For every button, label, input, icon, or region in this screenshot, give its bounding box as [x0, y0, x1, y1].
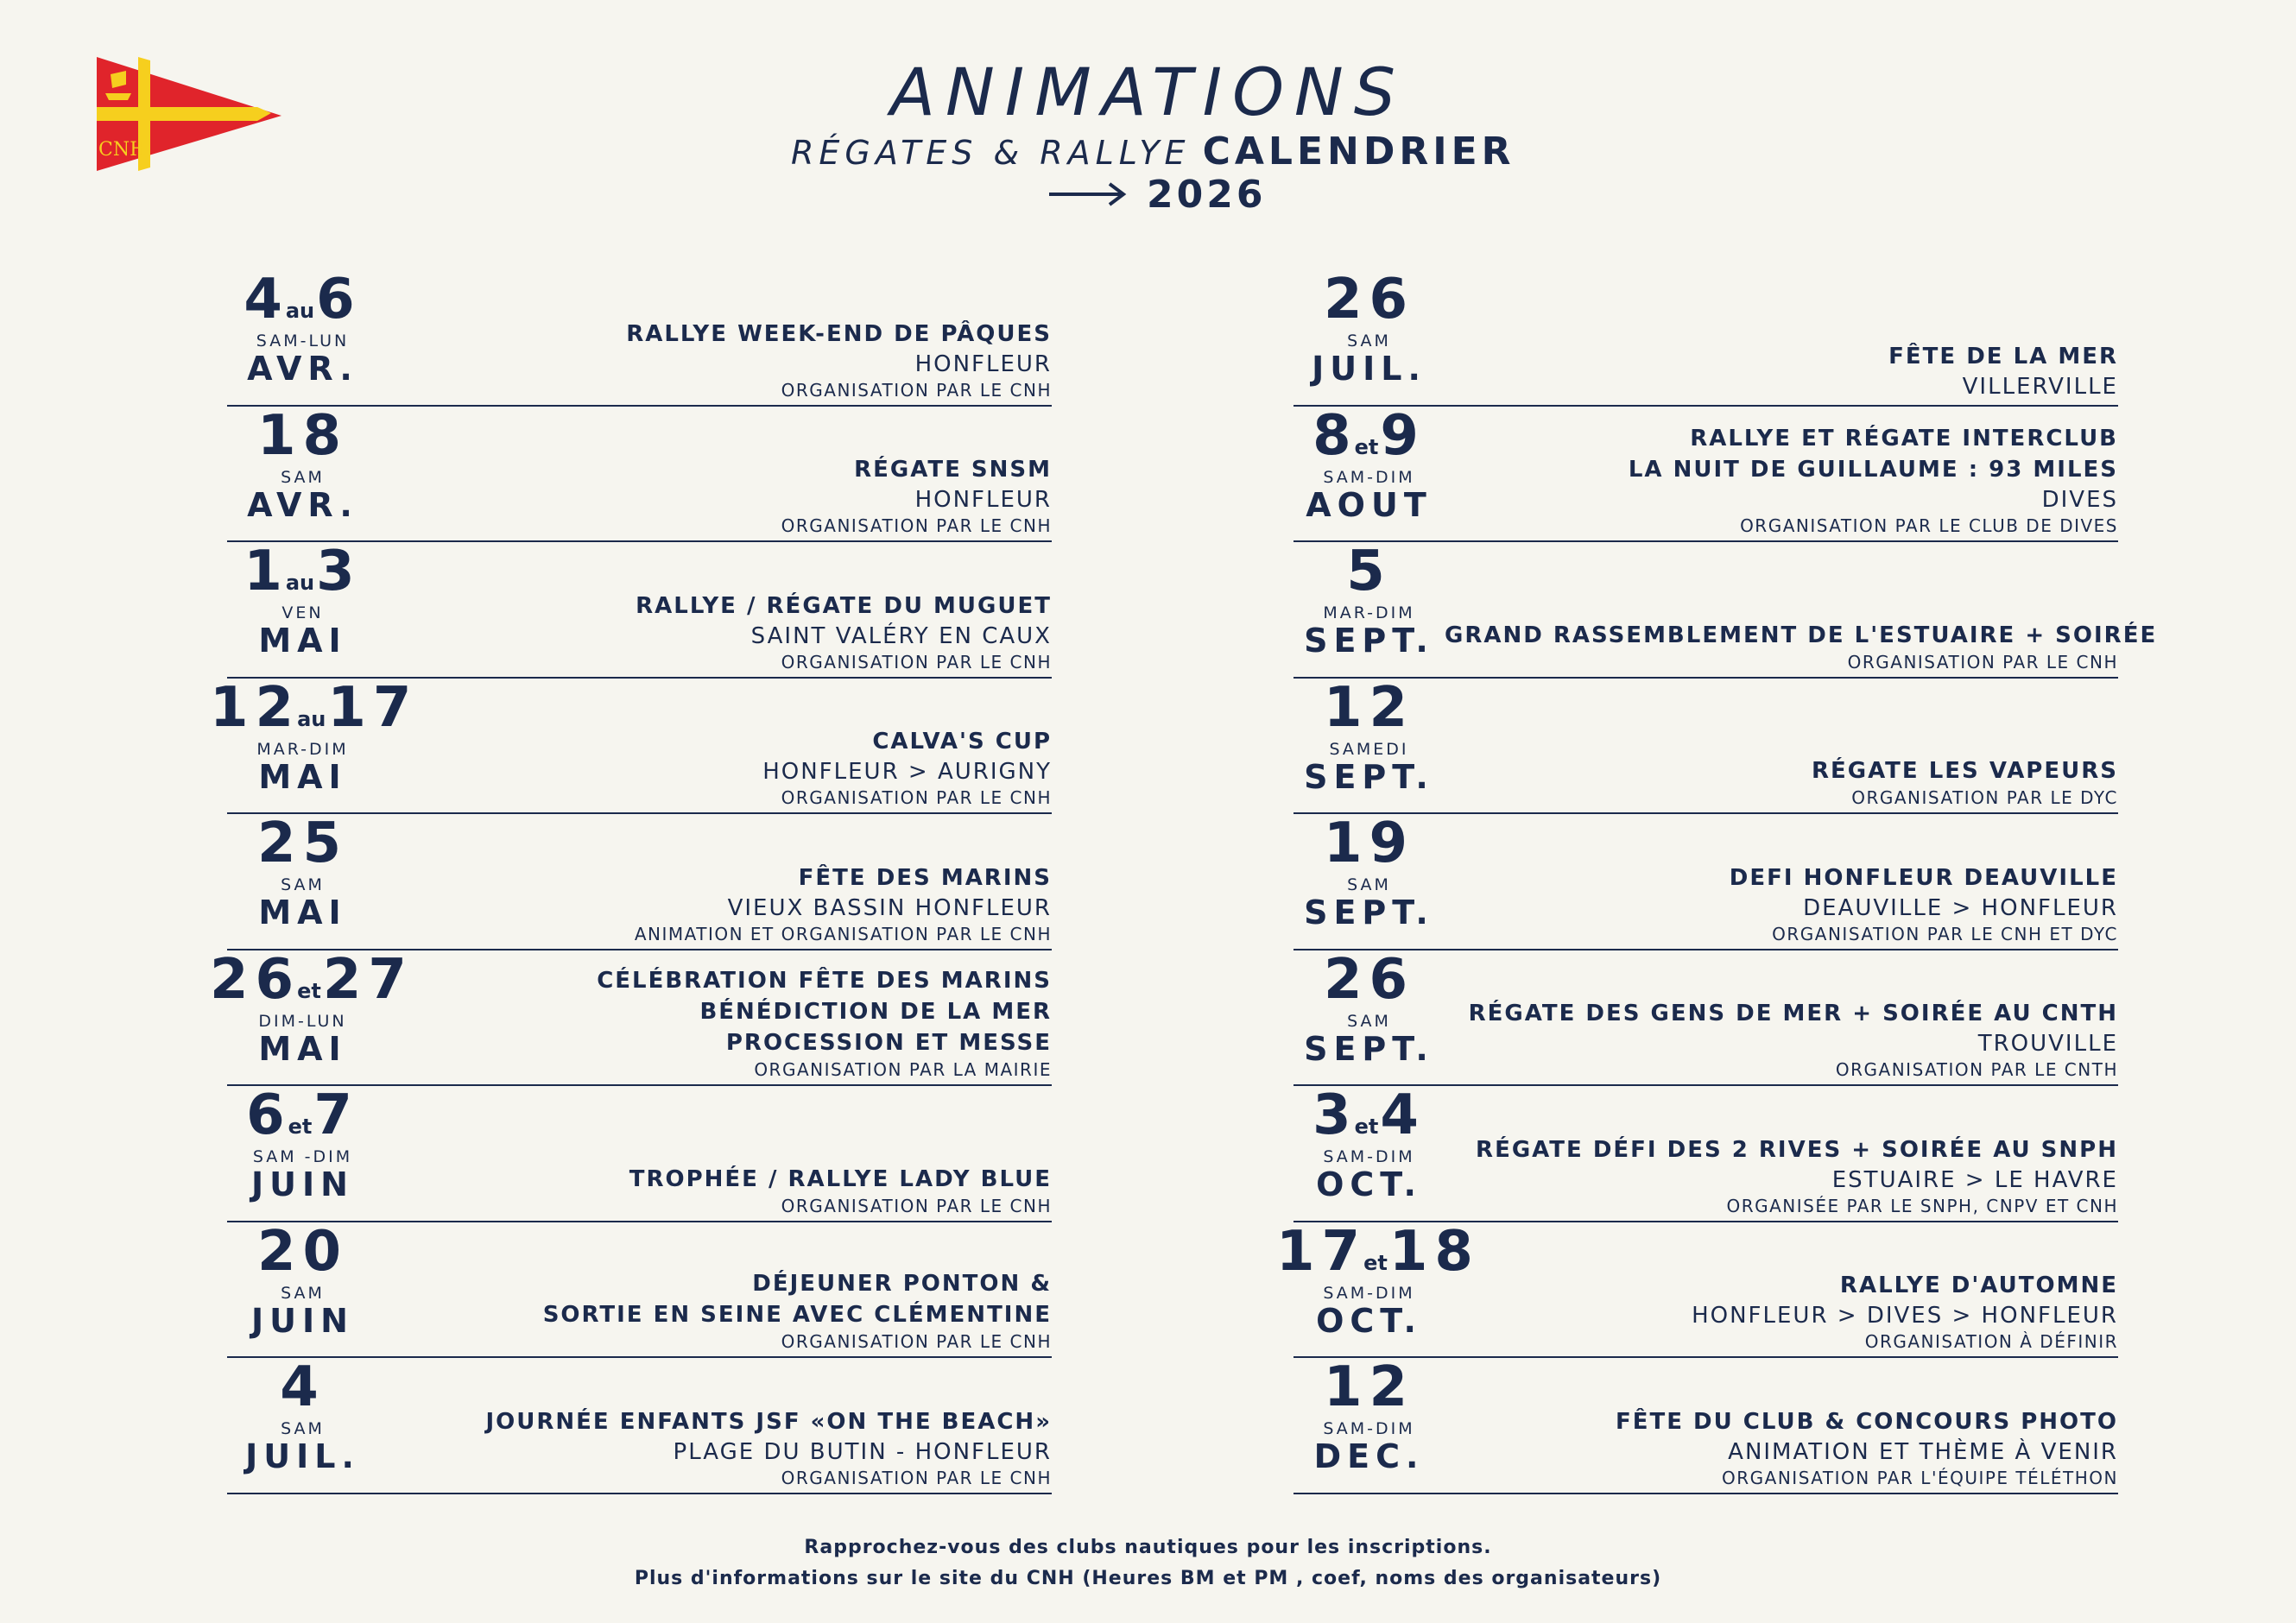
- event-month: JUIL.: [1312, 350, 1426, 388]
- event-date: [1276, 403, 1462, 524]
- event-date: [210, 1219, 395, 1340]
- event-days: [1276, 1219, 1480, 1284]
- calendar-year: 2026: [1147, 173, 1267, 217]
- page-title: ANIMATIONS: [889, 54, 1407, 130]
- event-date: [1276, 1219, 1480, 1340]
- event-date: [1276, 268, 1462, 388]
- event-date: [210, 947, 414, 1068]
- event-days: [210, 1355, 395, 1419]
- arrow-right-icon: [1049, 182, 1127, 206]
- event-weekday: SAM-DIM: [1323, 1283, 1415, 1303]
- event-place: HONFLEUR: [914, 487, 1052, 513]
- event-days: [1276, 1355, 1462, 1419]
- event-days: [210, 268, 395, 332]
- event-organizer: ORGANISATION PAR LE CNH: [781, 651, 1052, 673]
- event-weekday: MAR-DIM: [256, 739, 349, 759]
- event-weekday: SAM: [1347, 332, 1391, 350]
- event-days: [210, 1219, 395, 1284]
- day-number: 26: [1323, 268, 1415, 332]
- day-number: 27: [322, 947, 414, 1012]
- event-place: HONFLEUR > DIVES > HONFLEUR: [1692, 1303, 2118, 1329]
- event-row: [1293, 814, 2118, 950]
- event-organizer: ORGANISATION PAR LE DYC: [1851, 787, 2118, 808]
- event-title: FÊTE DES MARINS: [798, 864, 1052, 891]
- event-info: [1445, 998, 2118, 1081]
- event-title: PROCESSION ET MESSE: [725, 1030, 1052, 1056]
- event-date: [210, 403, 395, 524]
- day-number: 26: [1323, 947, 1415, 1012]
- event-date: [210, 1083, 395, 1203]
- day-connector: et: [1354, 1115, 1379, 1139]
- event-weekday: DIM-LUN: [258, 1011, 347, 1031]
- event-info: [378, 1164, 1052, 1217]
- day-number: 1: [244, 540, 289, 603]
- event-weekday: SAMEDI: [1329, 739, 1409, 759]
- event-organizer: ORGANISATION PAR LE CNTH: [1835, 1059, 2118, 1080]
- event-place: HONFLEUR > AURIGNY: [762, 759, 1052, 785]
- event-days: [1276, 403, 1462, 468]
- day-number: 6: [316, 268, 362, 332]
- event-row: [227, 1355, 1052, 1494]
- event-month: SEPT.: [1304, 894, 1434, 931]
- event-row: [227, 1219, 1052, 1359]
- event-organizer: ORGANISATION PAR LE CNH: [781, 379, 1052, 401]
- event-date: [1276, 675, 1462, 796]
- event-row: [227, 542, 1052, 679]
- event-date: [1276, 1355, 1462, 1475]
- event-organizer: ANIMATION ET ORGANISATION PAR LE CNH: [634, 923, 1052, 944]
- day-number: 20: [256, 1219, 349, 1284]
- event-date: [1276, 540, 1462, 660]
- subtitle-regates: RÉGATES & RALLYE: [791, 134, 1191, 172]
- event-days: [1276, 1083, 1462, 1147]
- event-organizer: ORGANISATION PAR LE CNH: [781, 515, 1052, 536]
- event-title: CÉLÉBRATION FÊTE DES MARINS: [597, 968, 1052, 994]
- event-date: [1276, 812, 1462, 931]
- event-row: [227, 1083, 1052, 1222]
- event-weekday: SAM: [281, 1283, 325, 1303]
- event-date: [210, 268, 395, 388]
- svg-text:CNH: CNH: [98, 139, 147, 161]
- event-days: [210, 403, 395, 468]
- event-date: [210, 675, 419, 796]
- event-title: RALLYE WEEK-END DE PÂQUES: [626, 320, 1052, 347]
- event-title: RALLYE D'AUTOMNE: [1839, 1273, 2118, 1298]
- event-date: [210, 812, 395, 931]
- event-title: RALLYE ET RÉGATE INTERCLUB: [1690, 426, 2118, 452]
- event-title: CALVA'S CUP: [872, 729, 1052, 755]
- event-title: LA NUIT DE GUILLAUME : 93 MILES: [1628, 457, 2118, 483]
- footer-line-1: Rapprochez-vous des clubs nautiques pour les inscriptions.: [804, 1537, 1492, 1558]
- event-organizer: ORGANISATION PAR LA MAIRIE: [754, 1059, 1052, 1080]
- event-info: [378, 319, 1052, 401]
- event-organizer: ORGANISATION PAR LE CNH: [1847, 651, 2118, 673]
- event-month: OCT.: [1316, 1165, 1422, 1203]
- day-connector: et: [1354, 434, 1379, 459]
- event-info: [378, 965, 1052, 1081]
- event-weekday: SAM-DIM: [1323, 1147, 1415, 1166]
- event-month: JUIL.: [245, 1437, 360, 1475]
- event-info: [1445, 620, 2158, 673]
- event-days: [1276, 947, 1462, 1012]
- event-days: [1276, 268, 1462, 332]
- day-connector: et: [1363, 1250, 1388, 1275]
- event-days: [210, 947, 414, 1012]
- event-date: [210, 540, 395, 660]
- event-month: JUIN: [251, 1301, 354, 1340]
- day-number: 12: [1323, 675, 1415, 740]
- event-organizer: ORGANISATION PAR LE CLUB DE DIVES: [1740, 515, 2118, 536]
- event-month: AVR.: [247, 485, 358, 524]
- day-number: 12: [210, 675, 301, 740]
- event-info: [378, 590, 1052, 673]
- event-place: DEAUVILLE > HONFLEUR: [1803, 894, 2118, 921]
- event-month: AOUT: [1306, 485, 1433, 524]
- event-info: [378, 1406, 1052, 1489]
- event-month: DEC.: [1313, 1437, 1425, 1475]
- day-number: 3: [316, 540, 362, 603]
- event-info: [1445, 1134, 2118, 1217]
- event-days: [1276, 540, 1462, 603]
- event-place: PLAGE DU BUTIN - HONFLEUR: [673, 1438, 1052, 1465]
- event-weekday: SAM-LUN: [256, 332, 350, 350]
- event-month: MAI: [258, 622, 347, 660]
- day-number: 12: [1323, 1355, 1415, 1419]
- event-weekday: MAR-DIM: [1323, 603, 1415, 622]
- event-info: [1445, 423, 2118, 537]
- event-weekday: SAM: [1347, 875, 1391, 894]
- day-number: 8: [1312, 403, 1358, 468]
- event-weekday: SAM-DIM: [1323, 1419, 1415, 1438]
- event-title: GRAND RASSEMBLEMENT DE L'ESTUAIRE + SOIRÉE: [1445, 622, 2158, 648]
- day-connector: au: [285, 571, 315, 595]
- event-row: [1293, 540, 2158, 679]
- day-number: 17: [1276, 1219, 1368, 1284]
- day-connector: et: [288, 1115, 313, 1139]
- event-info: [1445, 1270, 2118, 1353]
- event-date: [1276, 947, 1462, 1068]
- event-weekday: SAM -DIM: [252, 1147, 353, 1166]
- event-info: [1445, 341, 2118, 401]
- event-title: RÉGATE DES GENS DE MER + SOIRÉE AU CNTH: [1468, 1001, 2118, 1026]
- event-days: [210, 540, 395, 603]
- day-connector: au: [297, 706, 326, 731]
- event-month: AVR.: [247, 350, 358, 388]
- event-title: JOURNÉE ENFANTS JSF «ON THE BEACH»: [485, 1408, 1052, 1435]
- footer-line-2: Plus d'informations sur le site du CNH (Heures BM et PM , coef, noms des organisateurs): [634, 1568, 1662, 1589]
- events-column-right: [1276, 268, 2158, 1494]
- event-title: RALLYE / RÉGATE DU MUGUET: [636, 592, 1052, 619]
- page-subtitle: [791, 129, 1515, 174]
- day-number: 4: [1380, 1083, 1426, 1147]
- event-info: [378, 726, 1052, 809]
- day-number: 9: [1380, 403, 1426, 468]
- event-place: ESTUAIRE > LE HAVRE: [1831, 1166, 2118, 1193]
- event-title: RÉGATE LES VAPEURS: [1811, 758, 2118, 784]
- day-connector: au: [285, 299, 315, 323]
- event-row: [210, 947, 1052, 1087]
- event-title: FÊTE DU CLUB & CONCOURS PHOTO: [1615, 1408, 2118, 1435]
- event-title: TROPHÉE / RALLYE LADY BLUE: [629, 1165, 1052, 1192]
- event-weekday: SAM: [281, 875, 325, 894]
- event-title: FÊTE DE LA MER: [1888, 343, 2118, 369]
- day-number: 25: [256, 812, 349, 875]
- event-weekday: SAM: [281, 467, 325, 487]
- event-organizer: ORGANISÉE PAR LE SNPH, CNPV ET CNH: [1726, 1195, 2118, 1216]
- event-month: SEPT.: [1304, 757, 1434, 796]
- event-row: [1293, 270, 2118, 407]
- event-title: DÉJEUNER PONTON &: [752, 1271, 1052, 1297]
- event-row: [1293, 947, 2118, 1087]
- day-number: 4: [280, 1355, 326, 1419]
- event-month: JUIN: [251, 1165, 354, 1203]
- event-info: [378, 1268, 1052, 1353]
- event-weekday: SAM: [1347, 1011, 1391, 1031]
- event-month: MAI: [258, 757, 347, 796]
- events-column-left: [210, 268, 1052, 1494]
- event-month: MAI: [258, 894, 347, 931]
- event-title: RÉGATE SNSM: [854, 457, 1052, 483]
- day-number: 6: [246, 1083, 292, 1147]
- event-place: SAINT VALÉRY EN CAUX: [750, 622, 1052, 649]
- event-row: [1293, 1083, 2118, 1222]
- event-weekday: SAM-DIM: [1323, 467, 1415, 487]
- event-place: TROUVILLE: [1977, 1031, 2118, 1057]
- event-info: [1445, 862, 2118, 945]
- event-info: [1445, 755, 2118, 809]
- event-organizer: ORGANISATION PAR LE CNH: [781, 1195, 1052, 1216]
- event-month: MAI: [258, 1029, 347, 1068]
- event-title: RÉGATE DÉFI DES 2 RIVES + SOIRÉE AU SNPH: [1476, 1136, 2118, 1163]
- event-organizer: ORGANISATION PAR LE CNH: [781, 787, 1052, 808]
- event-organizer: ORGANISATION À DÉFINIR: [1864, 1331, 2118, 1352]
- day-number: 4: [244, 268, 289, 332]
- day-connector: et: [297, 978, 321, 1003]
- event-place: VIEUX BASSIN HONFLEUR: [727, 894, 1052, 921]
- event-organizer: ORGANISATION PAR L'ÉQUIPE TÉLÉTHON: [1722, 1467, 2118, 1488]
- subtitle-calendrier: CALENDRIER: [1202, 129, 1515, 174]
- event-weekday: VEN: [281, 603, 324, 622]
- event-info: [378, 862, 1052, 945]
- event-weekday: SAM: [281, 1419, 325, 1438]
- event-row: [227, 403, 1052, 543]
- day-number: 3: [1312, 1083, 1358, 1147]
- event-place: VILLERVILLE: [1962, 373, 2118, 400]
- event-days: [1276, 675, 1462, 740]
- event-organizer: ORGANISATION PAR LE CNH: [781, 1467, 1052, 1488]
- event-month: SEPT.: [1304, 622, 1434, 660]
- event-row: [210, 675, 1052, 815]
- day-number: 26: [210, 947, 301, 1012]
- event-info: [1445, 1406, 2118, 1489]
- event-organizer: ORGANISATION PAR LE CNH: [781, 1331, 1052, 1352]
- event-place: DIVES: [2041, 487, 2118, 513]
- event-row: [1276, 1219, 2118, 1359]
- event-month: SEPT.: [1304, 1029, 1434, 1068]
- event-row: [227, 270, 1052, 407]
- footer-note: [0, 1532, 2296, 1595]
- event-days: [210, 812, 395, 875]
- day-number: 5: [1346, 540, 1392, 603]
- day-number: 18: [1388, 1219, 1480, 1284]
- event-place: HONFLEUR: [914, 350, 1052, 377]
- event-place: ANIMATION ET THÈME À VENIR: [1728, 1438, 2118, 1465]
- day-number: 7: [313, 1083, 359, 1147]
- event-month: OCT.: [1316, 1301, 1422, 1340]
- event-organizer: ORGANISATION PAR LE CNH ET DYC: [1772, 923, 2118, 944]
- event-title: SORTIE EN SEINE AVEC CLÉMENTINE: [542, 1302, 1052, 1328]
- event-title: DEFI HONFLEUR DEAUVILLE: [1729, 864, 2118, 891]
- day-number: 18: [256, 403, 349, 468]
- event-info: [378, 454, 1052, 537]
- event-row: [227, 814, 1052, 950]
- event-date: [210, 1355, 395, 1475]
- event-days: [1276, 812, 1462, 875]
- event-row: [1293, 1355, 2118, 1494]
- event-days: [210, 675, 419, 740]
- event-row: [1293, 675, 2118, 815]
- day-number: 19: [1323, 812, 1415, 875]
- event-date: [1276, 1083, 1462, 1203]
- day-number: 17: [327, 675, 419, 740]
- event-days: [210, 1083, 395, 1147]
- event-row: [1293, 403, 2118, 543]
- event-title: BÉNÉDICTION DE LA MER: [699, 999, 1052, 1025]
